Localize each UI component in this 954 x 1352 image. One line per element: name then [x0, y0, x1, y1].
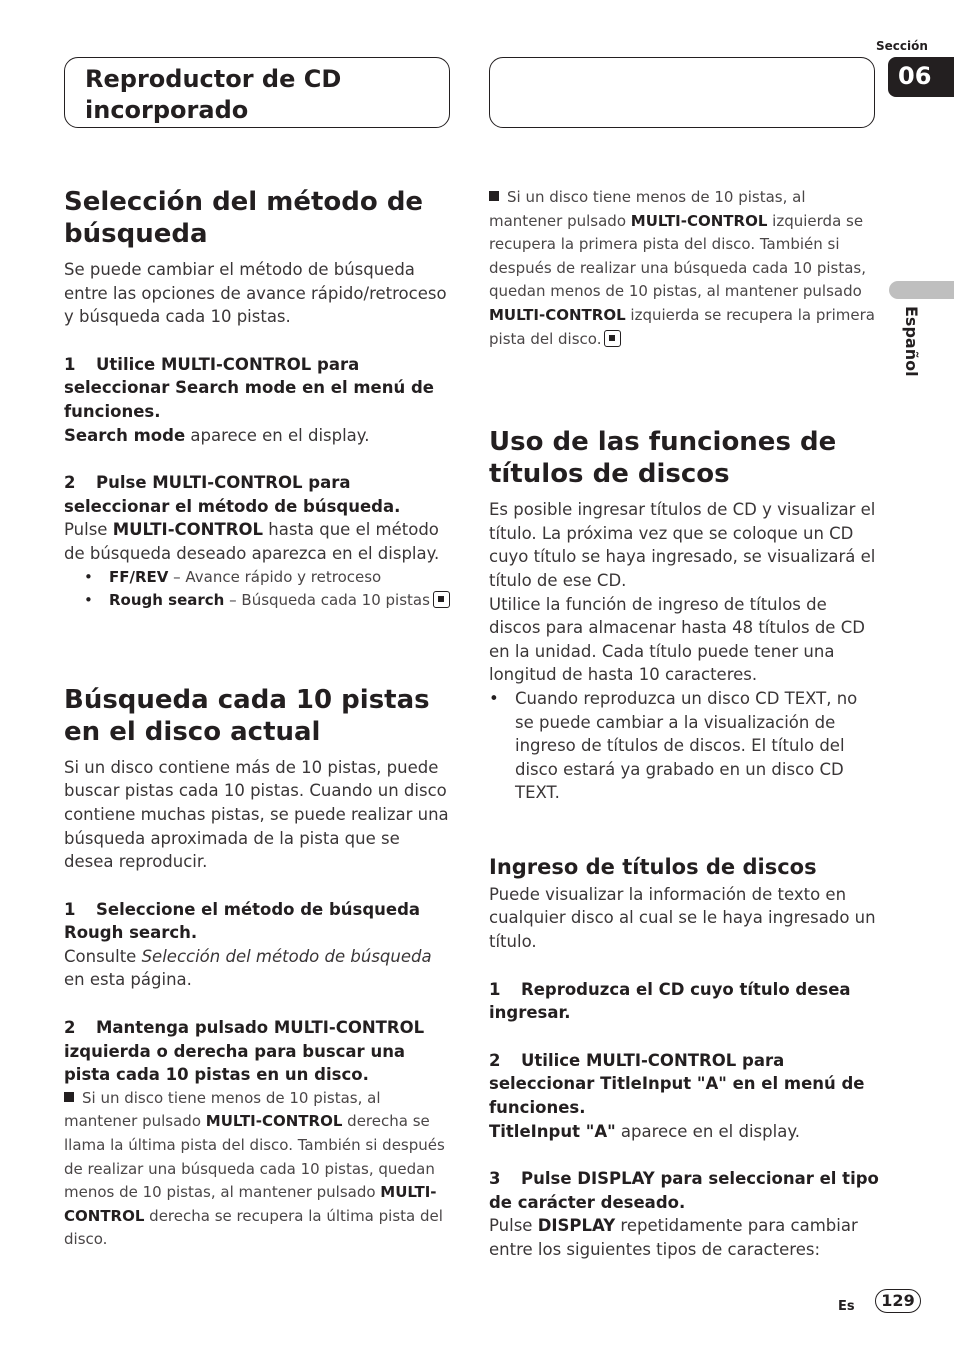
term: Search mode: [64, 425, 186, 445]
step-2-detail: [64, 518, 454, 565]
step-1: [489, 978, 879, 1025]
list-item: [64, 566, 454, 590]
step-1: [64, 898, 454, 945]
step-2: [64, 471, 454, 518]
detail-text: aparece en el display.: [185, 425, 370, 445]
section-label: Sección: [876, 39, 928, 53]
term: DISPLAY: [537, 1216, 616, 1236]
detail-text: en esta página.: [64, 970, 192, 990]
term: MULTI-CONTROL: [64, 1183, 437, 1225]
item-text: – Búsqueda cada 10 pistas: [224, 591, 430, 610]
step-1-detail: [64, 945, 454, 992]
heading-entering-disc-titles: Ingreso de títulos de discos: [489, 854, 817, 879]
step-number: 3: [489, 1169, 501, 1189]
step-text: Utilice MULTI-CONTROL para seleccionar TitleInput "A" en el menú de funciones.: [489, 1050, 865, 1118]
note-square-icon: [489, 191, 499, 201]
bullet-icon: •: [489, 688, 499, 708]
heading-search-method: Selección del método de búsqueda: [64, 187, 424, 249]
term: TitleInput "A": [489, 1121, 616, 1141]
language-tab: [889, 281, 954, 299]
step-number: 2: [64, 473, 76, 493]
heading-disc-title-functions: Uso de las funciones de títulos de discos: [489, 427, 837, 490]
term: MULTI-CONTROL: [112, 520, 263, 540]
note-text: izquierda se recupera la primera pista del disco. También si después de realizar una búsqueda cada 10 pistas, quedan menos de 10 pistas, al mantener pulsado: [489, 211, 867, 301]
term: FF/REV: [109, 567, 169, 586]
term: MULTI-CONTROL: [630, 211, 768, 230]
term: MULTI-CONTROL: [489, 305, 626, 324]
step-3: [489, 1167, 879, 1214]
left-column: [64, 186, 454, 1252]
step-number: 2: [489, 1050, 501, 1070]
paragraph-entering-intro: Puede visualizar la información de texto en cualquier disco al cual se le haya ingresado un título.: [489, 884, 876, 952]
paragraph-disc-title-2: Utilice la función de ingreso de títulos de discos para almacenar hasta 48 títulos de CD en la unidad. Cada título puede tener una longitud de hasta 10 caracteres.: [489, 594, 865, 685]
step-text: Pulse MULTI-CONTROL para seleccionar el método de búsqueda.: [64, 473, 401, 516]
step-1-detail: [64, 424, 454, 448]
note: [489, 186, 879, 351]
note: [64, 1087, 454, 1252]
note-text: Si un disco tiene menos de 10 pistas, al mantener pulsado: [489, 188, 806, 230]
step-text: Utilice MULTI-CONTROL para seleccionar Search mode en el menú de funciones.: [64, 354, 434, 421]
step-2: [489, 1049, 879, 1120]
detail-text: Pulse: [64, 520, 113, 540]
paragraph-search-intro: Se puede cambiar el método de búsqueda entre las opciones de avance rápido/retroceso y búsqueda cada 10 pistas.: [64, 260, 447, 327]
section-header-title: Reproductor de CD incorporado: [85, 65, 342, 124]
step-text: Reproduzca el CD cuyo título desea ingresar.: [489, 979, 851, 1023]
note-text: Si un disco tiene menos de 10 pistas, al mantener pulsado: [64, 1088, 381, 1131]
step-1: [64, 353, 454, 424]
list-item: [64, 589, 454, 613]
term: Rough search: [109, 591, 225, 610]
detail-text: aparece en el display.: [615, 1121, 800, 1141]
page-number: 129: [875, 1289, 921, 1313]
step-3-detail: [489, 1214, 879, 1261]
term: MULTI-CONTROL: [205, 1112, 343, 1131]
end-mark-icon: [604, 330, 621, 347]
step-number: 1: [489, 979, 501, 999]
detail-text: hasta que el método de búsqueda deseado aparezca en el display.: [64, 520, 440, 563]
section-number: 06: [898, 62, 932, 90]
heading-ten-track-search: Búsqueda cada 10 pistas en el disco actual: [64, 684, 430, 747]
bullet-icon: •: [84, 591, 93, 610]
section-number-tab: [888, 57, 954, 97]
right-column: [489, 186, 879, 1262]
bullet-icon: •: [84, 567, 93, 586]
step-2: [64, 1016, 454, 1087]
item-text: Cuando reproduzca un disco CD TEXT, no se puede cambiar a la visualización de ingreso de títulos de discos. El título del disco estará ya grabado en un disco CD TEXT.: [515, 688, 858, 803]
detail-text: Pulse: [489, 1216, 538, 1236]
footer-language-code: Es: [838, 1299, 855, 1314]
step-number: 1: [64, 354, 76, 374]
cross-reference: Selección del método de búsqueda: [141, 946, 432, 966]
step-text: Seleccione el método de búsqueda Rough search.: [64, 899, 421, 943]
section-header-box: [64, 57, 450, 128]
language-label: Español: [902, 306, 921, 377]
step-number: 1: [64, 899, 76, 919]
paragraph-ten-track-intro: Si un disco contiene más de 10 pistas, puede buscar pistas cada 10 pistas. Cuando un disco contiene muchas pistas, se puede realizar una búsqueda aproximada de la pista que se desea reproducir.: [64, 757, 449, 872]
note-text: derecha se llama la última pista del disco. También si después de realizar una búsqueda cada 10 pistas, quedan menos de 10 pistas, al mantener pulsado: [64, 1112, 445, 1202]
section-header-empty-box: [489, 57, 875, 128]
detail-text: repetidamente para cambiar entre los siguientes tipos de caracteres:: [489, 1216, 858, 1259]
item-text: – Avance rápido y retroceso: [168, 567, 382, 586]
detail-text: Consulte: [64, 946, 142, 966]
step-number: 2: [64, 1018, 76, 1038]
list-item: [489, 687, 879, 805]
end-mark-icon: [433, 591, 450, 608]
paragraph-disc-title-1: Es posible ingresar títulos de CD y visualizar el título. La próxima vez que se coloque un CD cuyo título se haya ingresado, se visualizará el título de ese CD.: [489, 500, 876, 590]
step-2-detail: [489, 1120, 879, 1144]
step-text: Pulse DISPLAY para seleccionar el tipo de carácter deseado.: [489, 1169, 879, 1212]
note-square-icon: [64, 1092, 74, 1102]
note-text: derecha se recupera la última pista del disco.: [64, 1206, 443, 1249]
note-text: izquierda se recupera la primera pista del disco.: [489, 305, 875, 348]
step-text: Mantenga pulsado MULTI-CONTROL izquierda o derecha para buscar una pista cada 10 pistas en un disco.: [64, 1018, 425, 1085]
